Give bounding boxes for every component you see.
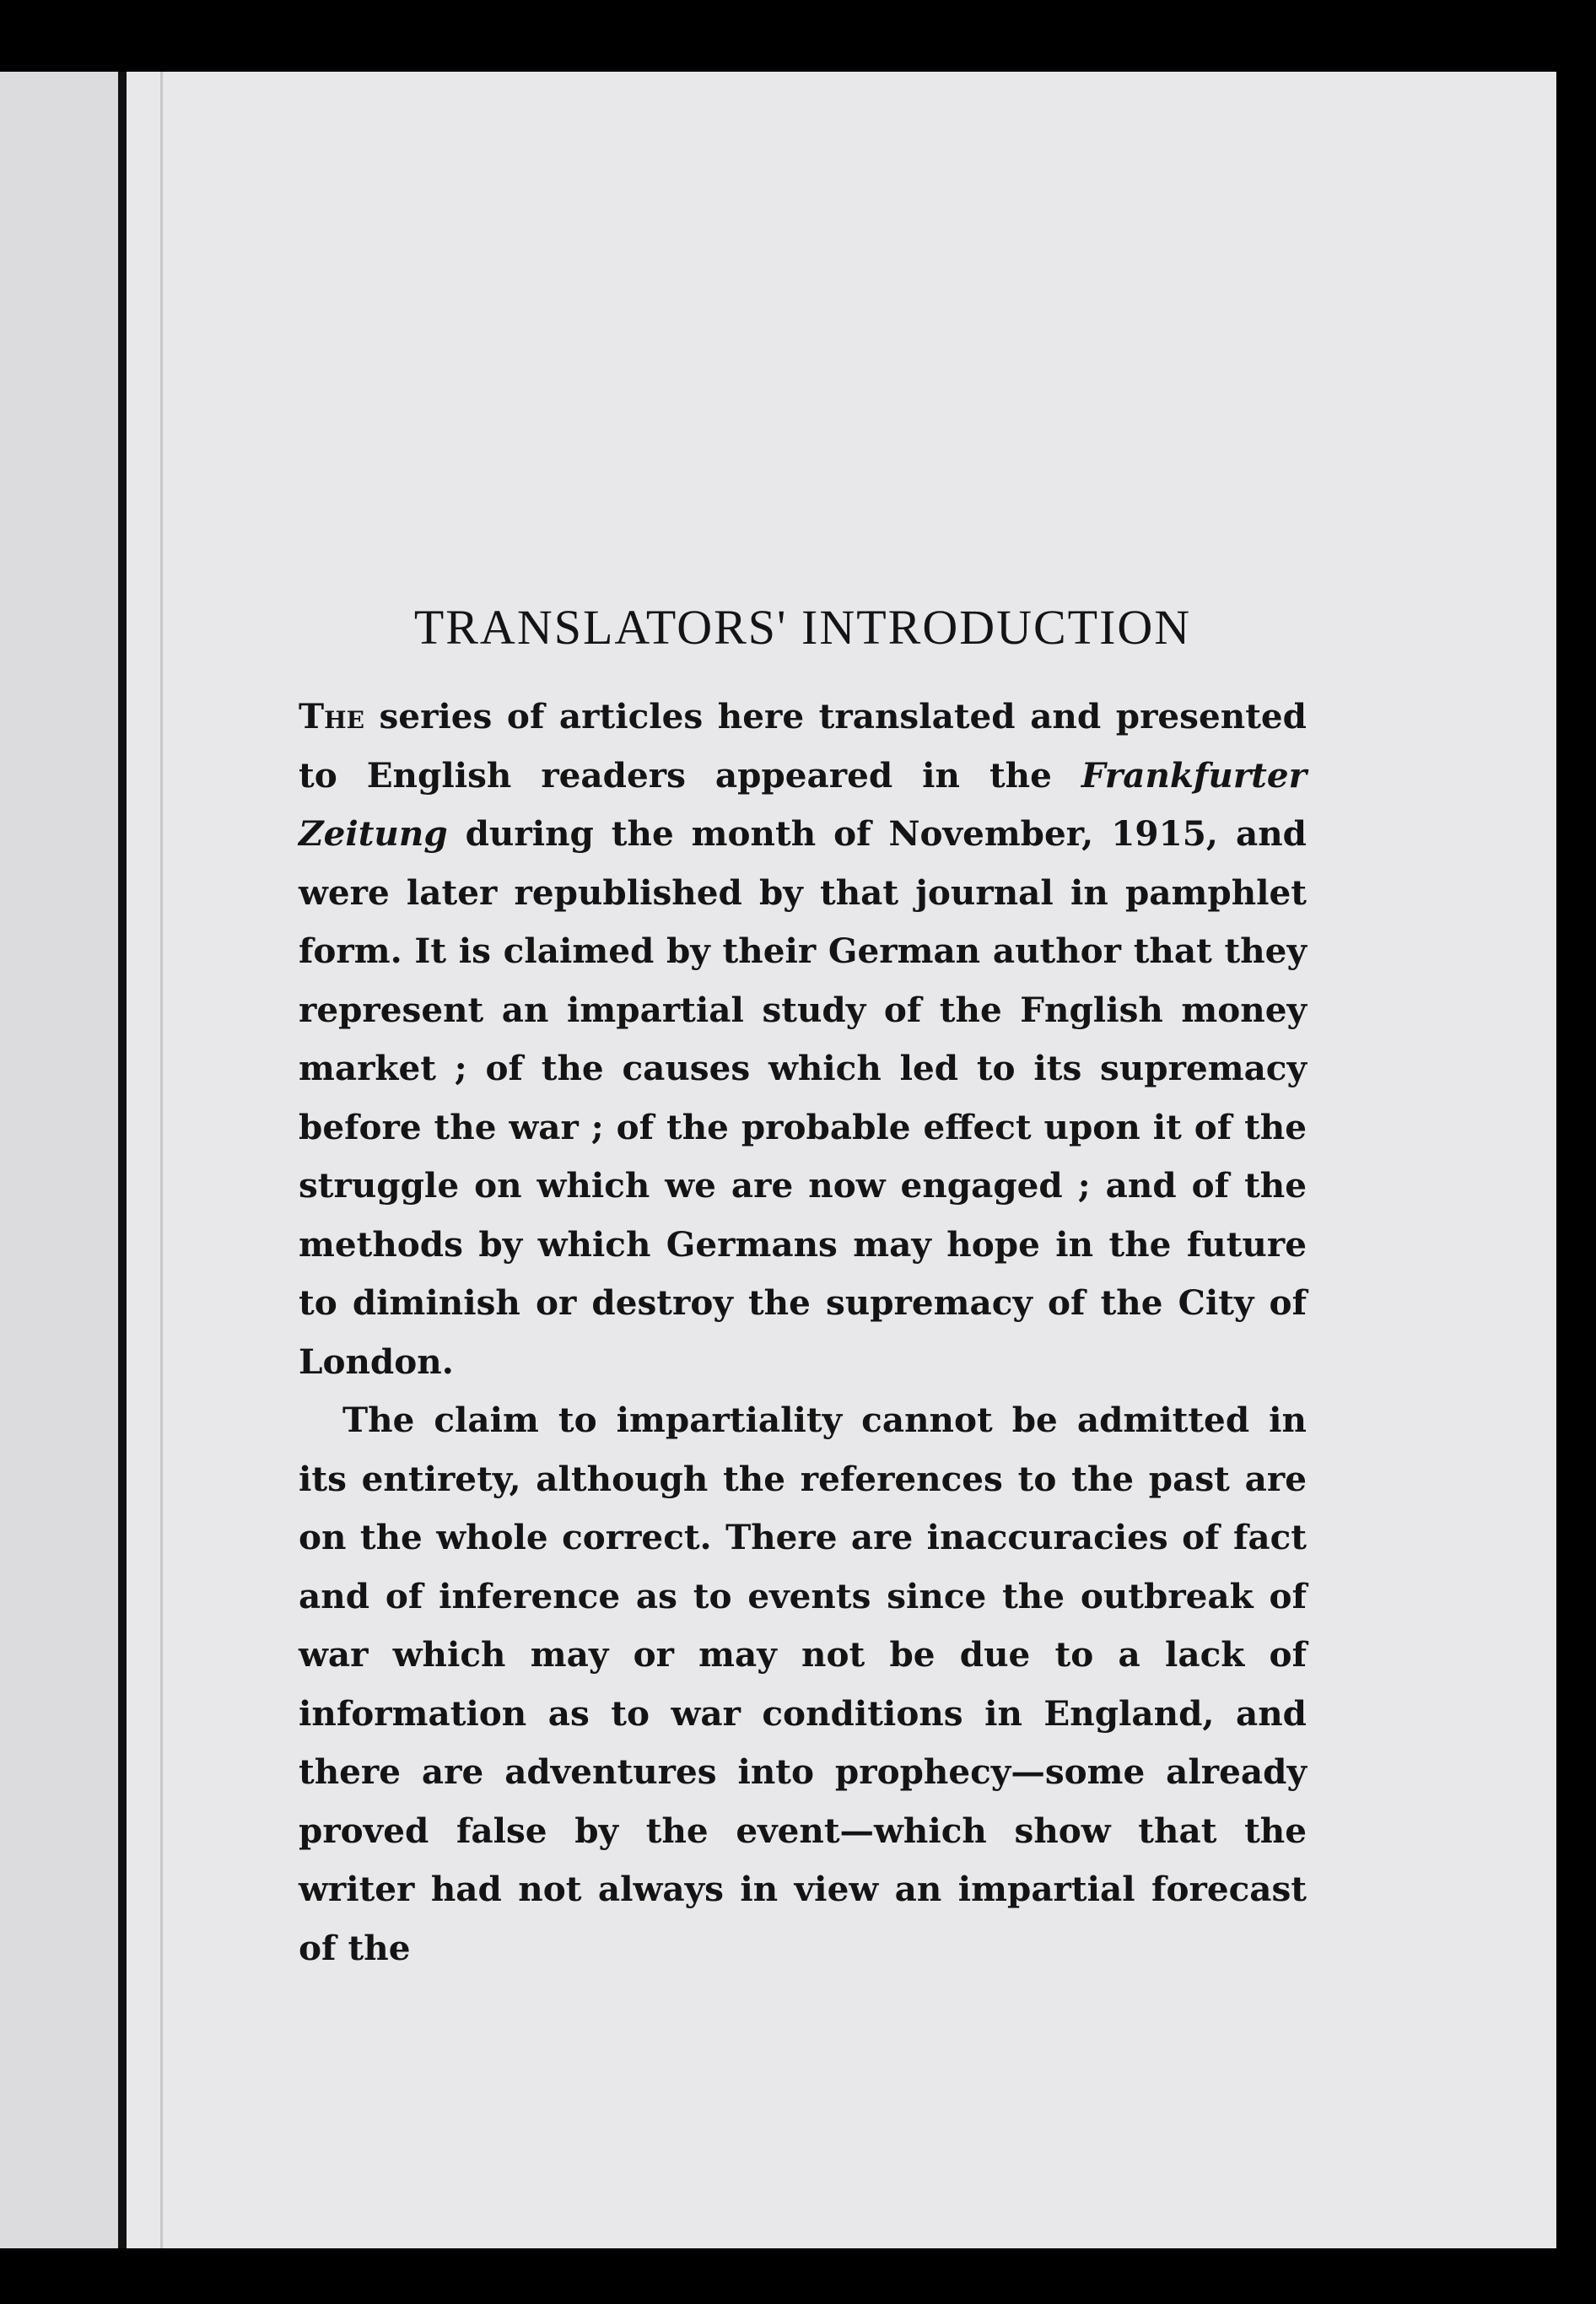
page-heading: TRANSLATORS' INTRODUCTION: [413, 600, 1192, 655]
page-text: [299, 599, 1307, 1978]
scan-border-right: [1556, 72, 1596, 2248]
page-fold-line: [160, 72, 163, 2248]
newspaper-title: Frankfurter Zeitung: [299, 754, 1307, 854]
opening-word: The: [299, 696, 364, 737]
paragraph-1: [299, 688, 1307, 1391]
facing-page-edge: [0, 72, 127, 2248]
paragraph-1-text-a: series of articles here translated and presented to English readers appeared in the: [299, 696, 1307, 796]
binding-gutter: [118, 72, 127, 2248]
paragraph-2: The claim to impartiality cannot be admitted in its entirety, although the references to the past are on the whole correct. There are inaccuracies of fact and of inference as to events since the outbreak of war which may or may not be due to a lack of information as to war conditions in England, and there are adventures into prophecy—some already proved false by the event—which show that the writer had not always in view an impartial forecast of the: [299, 1400, 1307, 1968]
paragraph-1-text-b: during the month of November, 1915, and were later republished by that journal in pamphlet form. It is claimed by their German author that they represent an impartial study of the Fnglish money market ; of the causes which led to its supremacy before the war ; of the probable effect upon it of the struggle on which we are now engaged ; and of the methods by which Germans may hope in the future to diminish or destroy the supremacy of the City of London.: [299, 813, 1307, 1382]
